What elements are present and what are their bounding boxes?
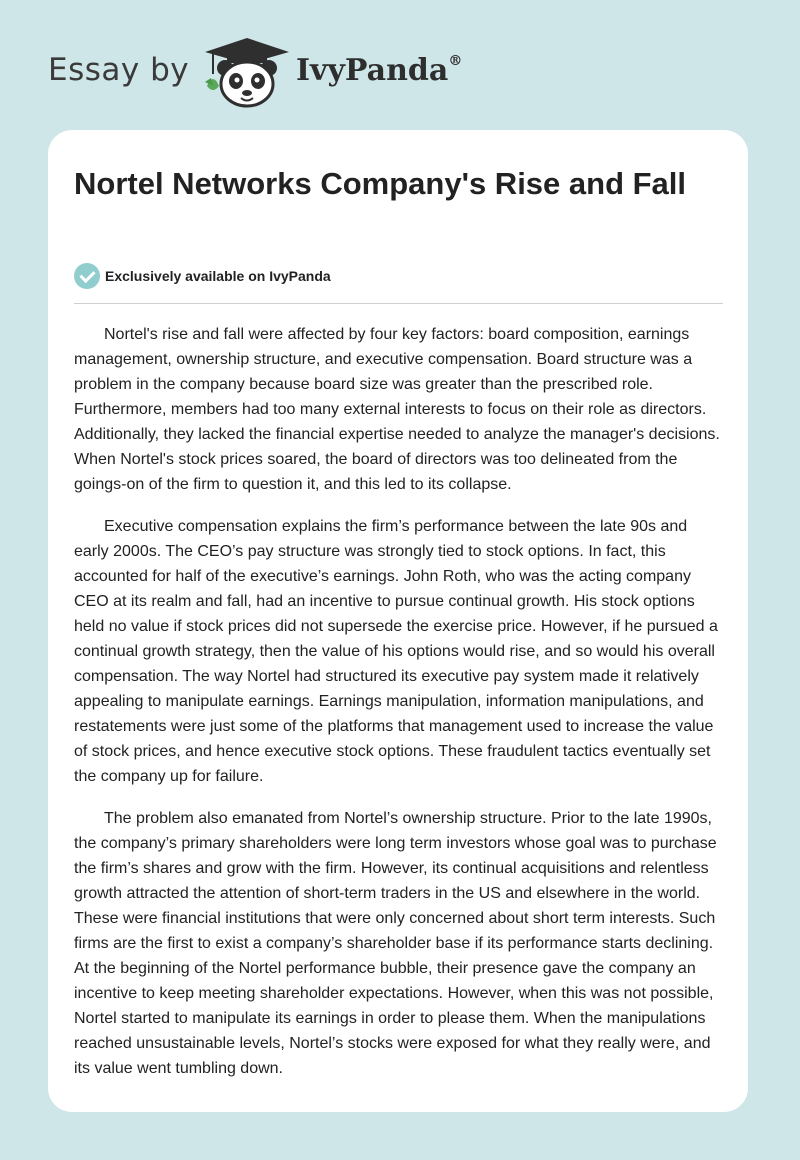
- exclusive-badge: [74, 263, 331, 289]
- paragraph: Nortel's rise and fall were affected by four key factors: board composition, earnings management, ownership structure, and executive compensation. Board structure was a problem in the company because board size was greater than the prescribed role. Furthermore, members had too many external interests to focus on their role as directors. Additionally, they lacked the financial expertise needed to analyze the manager's decisions. When Nortel's stock prices soared, the board of directors was too delineated from the goings-on of the firm to question it, and this led to its collapse.: [74, 326, 720, 493]
- registered-mark: ®: [448, 53, 463, 69]
- brand-name: [296, 53, 462, 88]
- paragraph: The problem also emanated from Nortel’s ownership structure. Prior to the late 1990s, the company’s primary shareholders were long term investors whose goal was to purchase the firm’s shares and grow with the firm. However, its continual acquisitions and relentless growth attracted the attention of short-term traders in the US and elsewhere in the world. These were financial institutions that were only concerned about short term interests. Such firms are the first to exist a company’s shareholder base if its performance starts declining. At the beginning of the Nortel performance bubble, their presence gave the company an incentive to keep meeting shareholder expectations. However, when this was not possible, Nortel started to manipulate its earnings in order to please them. When the manipulations reached unsustainable levels, Nortel’s stocks were exposed for what they really were, and its value went tumbling down.: [74, 810, 717, 1077]
- check-circle-icon: [74, 263, 100, 289]
- essay-body: [74, 322, 726, 1098]
- panda-graduate-icon: [203, 36, 291, 108]
- essay-by-label: Essay by: [48, 52, 190, 88]
- essay-card: [48, 130, 748, 1112]
- badge-label: Exclusively available on IvyPanda: [105, 268, 331, 284]
- site-header: [0, 0, 800, 130]
- brand-text: IvyPanda: [296, 53, 449, 88]
- divider: [74, 303, 723, 304]
- page-title: Nortel Networks Company's Rise and Fall: [74, 166, 687, 201]
- paragraph: Executive compensation explains the firm’s performance between the late 90s and early 2000s. The CEO’s pay structure was strongly tied to stock options. In fact, this accounted for half of the executive’s earnings. John Roth, who was the acting company CEO at its realm and fall, had an incentive to pursue continual growth. His stock options held no value if stock prices did not supersede the exercise price. However, if he pursued a continual growth strategy, then the value of his options would rise, and so would his overall compensation. The way Nortel had structured its executive pay system made it relatively appealing to manipulate earnings. Earnings manipulation, information manipulations, and restatements were just some of the platforms that management used to increase the value of stock prices, and hence executive stock options. These fraudulent tactics eventually set the company up for failure.: [74, 518, 718, 785]
